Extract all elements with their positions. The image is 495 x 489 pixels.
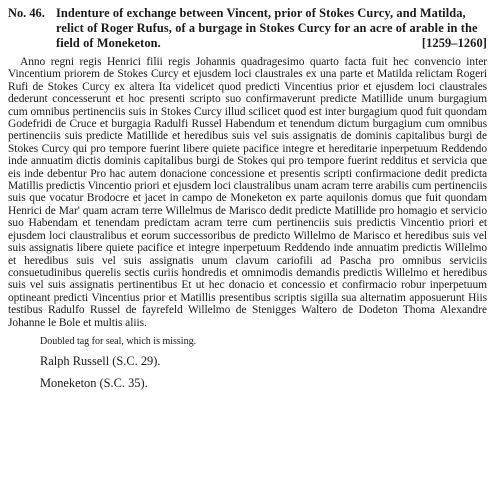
seal-reference-1: Ralph Russell (S.C. 29). (40, 353, 161, 368)
entry-date: [1259–1260] (421, 36, 487, 50)
seal-note: Doubled tag for seal, which is missing. (40, 335, 197, 347)
entry-title: Indenture of exchange between Vincent, prior of Stokes Curcy, and Matilda, relict of Roger Rufus, of a burgage in Stokes Curcy for an acre of arable in the field of Moneketon. (56, 6, 478, 50)
entry-title-block (56, 6, 487, 51)
seal-reference-2: Moneketon (S.C. 35). (40, 375, 148, 390)
charter-text: Anno regni regis Henrici filii regis Johannis quadragesimo quarto facta fuit hec convencio inter Vincentium priorem de Stokes Curcy et ejusdem loci claustrales ex una parte et Matilda relictam Rogeri Rufi de Stokes Curcy ex altera Ita videlicet quod predicti Vincentius prior et ejusdem loci claustrales dederunt concesserunt et hoc presenti scripto suo confirmaverunt predicte Matillide unum burgagium cum omnibus pertinenciis suis in Stokes Curcy illud scilicet quod est inter burgagium quod fuit quondam Godefridi de Cruce et burgagia Radulfi Russel Habendum et tenendum dictum burgagium cum omnibus pertinenciis suis predicte Matillide et heredibus suis vel suis assignatis de dominis capitalibus burgi de Stokes Curcy qui pro tempore fuerint libere quiete pacifice integre et hereditarie inperpetuum Reddendo inde annuatim dictis dominis capitalibus burgi de Stokes qui pro tempore fuerint redditus et servicia que eis inde debentur Pro hac autem donacione concessione et presentis scripti confirmacione dedit predicta Matillis predictis Vincentio priori et ejusdem loci claustralibus unam acram terre arabilis cum pertinenciis suis que vocatur Brodocre et jacet in campo de Moneketon ex parte aquilonis domus que fuit quondam Henrici de Mar' quam acram terre Willelmus de Marisco dedit predicte Matillide pro homagio et servicio suo Habendam et tenendam predictam acram terre cum pertinenciis suis predictis Vincentio priori et ejusdem loci claustralibus et eorum successoribus de predicto Willelmo de Marisco et heredibus suis vel suis assignatis libere quiete pacifice et integre inperpetuum Reddendo inde annuatim predictis Willelmo et heredibus suis vel suis assignatis unum clavum cariofili ad Pascha pro omnibus serviciis consuetudinibus querelis sectis curiis hondredis et omnimodis demandis predictis Willelmo et heredibus suis vel suis assignatis pertinentibus Et ut hec donacio et concessio et confirmacio robur inperpetuum optineant predicti Vincentius prior et Matillis presentibus scriptis sigilla sua alternatim apposuerunt Hiis testibus Radulfo Russel de fayrefeld Willelmo de Stenigges Waltero de Dodeton Thoma Alexandre Johanne le Bole et multis aliis. (8, 56, 487, 329)
entry-header (8, 6, 487, 51)
entry-number: No. 46. (8, 6, 45, 20)
